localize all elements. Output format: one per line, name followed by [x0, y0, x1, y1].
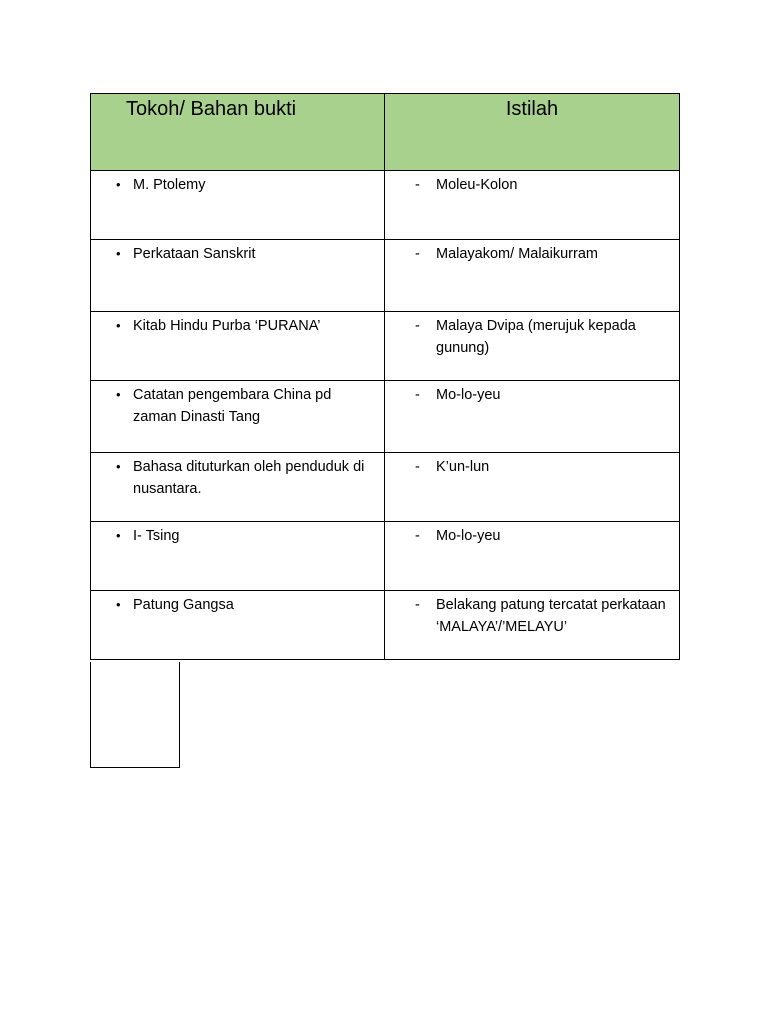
dash-icon: -	[415, 246, 420, 262]
tokoh-text: Perkataan Sanskrit	[133, 246, 256, 262]
tokoh-cell	[91, 240, 385, 312]
tokoh-text: Kitab Hindu Purba ‘PURANA’	[133, 318, 321, 334]
istilah-cell	[385, 381, 680, 453]
table-row	[91, 240, 680, 312]
istilah-text: Mo-lo-yeu	[436, 387, 501, 403]
dash-icon: -	[415, 459, 420, 475]
table-row	[91, 312, 680, 381]
tokoh-cell	[91, 453, 385, 522]
tokoh-cell	[91, 591, 385, 660]
tokoh-text: Bahasa dituturkan oleh penduduk di nusantara.	[133, 459, 365, 497]
bullet-icon: •	[116, 597, 121, 612]
istilah-cell	[385, 240, 680, 312]
header-istilah: Istilah	[385, 94, 680, 171]
istilah-cell	[385, 522, 680, 591]
table-row	[91, 453, 680, 522]
istilah-text: Belakang patung tercatat perkataan ‘MALAYA’/’MELAYU’	[436, 597, 666, 635]
istilah-text: Moleu-Kolon	[436, 177, 518, 193]
header-row	[91, 94, 680, 171]
dash-icon: -	[415, 528, 420, 544]
dash-icon: -	[415, 597, 420, 613]
istilah-text: Mo-lo-yeu	[436, 528, 501, 544]
istilah-cell	[385, 453, 680, 522]
tokoh-cell	[91, 171, 385, 240]
tokoh-text: Patung Gangsa	[133, 597, 234, 613]
istilah-cell	[385, 171, 680, 240]
tokoh-cell	[91, 312, 385, 381]
terms-table	[90, 93, 680, 660]
tokoh-text: M. Ptolemy	[133, 177, 206, 193]
bullet-icon: •	[116, 387, 121, 402]
istilah-text: Malaya Dvipa (merujuk kepada gunung)	[436, 318, 636, 356]
tokoh-text: Catatan pengembara China pd zaman Dinasti Tang	[133, 387, 332, 425]
istilah-cell	[385, 591, 680, 660]
dash-icon: -	[415, 177, 420, 193]
table-row	[91, 591, 680, 660]
istilah-cell	[385, 312, 680, 381]
tokoh-text: I- Tsing	[133, 528, 180, 544]
header-tokoh: Tokoh/ Bahan bukti	[91, 94, 385, 171]
bullet-icon: •	[116, 459, 121, 474]
bullet-icon: •	[116, 528, 121, 543]
bullet-icon: •	[116, 177, 121, 192]
dash-icon: -	[415, 318, 420, 334]
tokoh-cell	[91, 522, 385, 591]
table-row	[91, 171, 680, 240]
bullet-icon: •	[116, 318, 121, 333]
tokoh-cell	[91, 381, 385, 453]
table-row	[91, 381, 680, 453]
table-row	[91, 522, 680, 591]
dash-icon: -	[415, 387, 420, 403]
bullet-icon: •	[116, 246, 121, 261]
istilah-text: Malayakom/ Malaikurram	[436, 246, 598, 262]
empty-cell-box	[90, 662, 180, 768]
istilah-text: K’un-lun	[436, 459, 490, 475]
